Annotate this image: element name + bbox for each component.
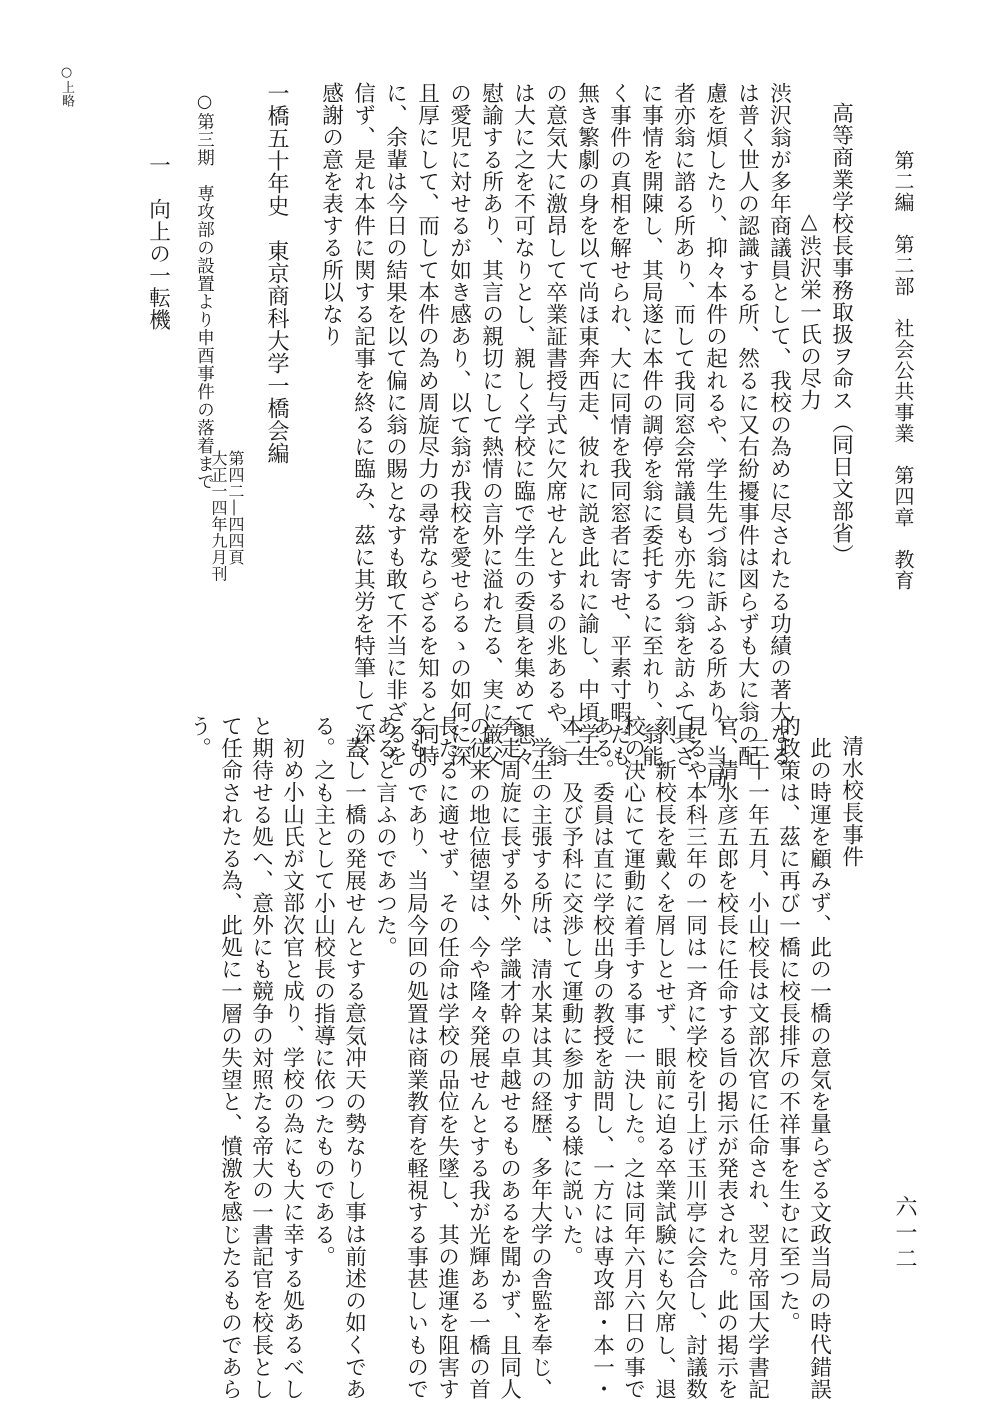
- body-line: 的政策は、茲に再び一橋に校長排斥の不祥事を生むに至つた。: [775, 715, 801, 1334]
- period-heading: ○第三期 専攻部の設置より申酉事件の落着まで: [194, 92, 215, 491]
- body-line: あると言ふのであつた。: [372, 715, 398, 959]
- body-line: 初め小山氏が文部次官と成り、学校の為にも大に幸する処あるべし: [279, 737, 305, 1400]
- body-line: 慮を煩したり、抑々本件の起れるや、学生先づ翁に訴ふる所あり、当局: [702, 82, 728, 790]
- section-heading: 一 向上の一転機: [145, 154, 171, 331]
- body-line: の愛児に対せるが如き感あり、以て翁が我校を愛せらるゝの如何に深: [446, 82, 472, 768]
- source-book-title: 一橋五十年史 東京商科大学一橋会編: [264, 82, 289, 465]
- body-line: 本二、及び予科に交渉して運動に参加する様に説いた。: [558, 715, 584, 1268]
- body-line: 刻、新校長を戴くを屑しとせず、眼前に迫る卒業試験にも欠席し、退: [651, 715, 677, 1401]
- body-line: て任命されたる為、此処に一層の失望と、憤激を感じたるものであら: [217, 715, 243, 1401]
- upper-section: [85, 82, 865, 790]
- upper-subtitle: △渋沢栄一氏の尽力: [796, 209, 822, 412]
- body-line: 者亦翁に諮る所あり、而して我同窓会常議員も亦先つ翁を訪ふて具さ: [670, 82, 696, 768]
- source-reference: [210, 450, 244, 582]
- body-line: 慰諭する所あり、其言の親切にして熱情の言外に溢れたる、実に厳父: [478, 82, 504, 768]
- body-line: う。: [186, 715, 212, 760]
- body-line: 無き繁劇の身を以て尚ほ東奔西走、彼れに説き此れに諭し、中頃学生: [574, 82, 600, 768]
- body-line: に、余輩は今日の結果を以て偏に翁の賜となすも敢て不当に非ざるを: [382, 82, 408, 768]
- source-date: 大正一四年九月刊: [209, 450, 228, 582]
- body-line: 渋沢翁が多年商議員として、我校の為めに尽されたる功績の著大なる: [766, 82, 792, 768]
- body-line: るものであり、当局今回の処置は商業教育を軽視する事甚しいもので: [403, 715, 429, 1401]
- body-line: の従来の地位徳望は、今や隆々発展せんとする我が光輝ある一橋の首: [465, 715, 491, 1401]
- body-line: の意気大に激昂して卒業証書授与式に欠席せんとするの兆あるや、翁: [542, 82, 568, 768]
- body-line: 見るや本科三年の一同は一斉に学校を引上げ玉川亭に会合し、討議数: [682, 715, 708, 1401]
- body-line: 長たるに適せず、その任命は学校の品位を失墜し、其の進運を阻害す: [434, 715, 460, 1401]
- page-number: 六一二: [892, 1195, 917, 1273]
- lower-title: 清水校長事件: [838, 735, 864, 868]
- body-line: は大に之を不可なりとし、親しく学校に臨で学生の委員を集めて懇々: [510, 82, 536, 768]
- footnote: ○上略: [59, 65, 74, 108]
- body-line: 信ず、是れ本件に関する記事を終るに臨み、茲に其労を特筆して深く: [350, 82, 376, 768]
- body-line: る。之も主として小山校長の指導に依つたものである。: [310, 715, 336, 1268]
- body-line: ある。委員は直に学校出身の教授を訪問し、一方には専攻部・本一・: [589, 715, 615, 1401]
- lower-section: [60, 715, 875, 1401]
- body-line: 三十一年五月、小山校長は文部次官に任命され、翌月帝国大学書記: [744, 737, 770, 1400]
- upper-title: 高等商業学校長事務取扱ヲ命ス（同日文部省）: [828, 102, 854, 567]
- body-line: 感謝の意を表する所以なり: [318, 82, 344, 348]
- body-line: 且厚にして、而して本件の為め周旋尽力の尋常ならざるを知ると同時: [414, 82, 440, 768]
- body-line: 官、清水彦五郎を校長に任命する旨の掲示が発表された。此の掲示を: [713, 715, 739, 1401]
- body-line: 奔走周旋に長ずる外、学識才幹の卓越せるものあるを聞かず、且同人: [496, 715, 522, 1401]
- body-line: く事件の真相を解せられ、大に同情を我同窓者に寄せ、平素寸暇だも: [606, 82, 632, 768]
- body-line: 学生の主張する所は、清水某は其の経歴、多年大学の舎監を奉じ、: [527, 737, 553, 1400]
- body-line: 校の決心にて運動に着手する事に一決した。之は同年六月六日の事で: [620, 715, 646, 1401]
- body-line: と期待せる処へ、意外にも競争の対照たる帝大の一書記官を校長とし: [248, 715, 274, 1401]
- body-line: は普く世人の認識する所、然るに又右紛擾事件は図らずも大に翁の配: [734, 82, 760, 768]
- body-line: 蓋し一橋の発展せんとする意気冲天の勢なりし事は前述の如くであ: [341, 737, 367, 1400]
- body-line: に事情を開陳し、其局遂に本件の調停を翁に委托するに至れり、翁能: [638, 82, 664, 768]
- body-line: 此の時運を顧みず、此の一橋の意気を量らざる文政当局の時代錯誤: [806, 737, 832, 1400]
- source-pages: 第四二―四四頁: [226, 450, 245, 566]
- running-header: 第二編 第二部 社会公共事業 第四章 教育: [891, 150, 915, 591]
